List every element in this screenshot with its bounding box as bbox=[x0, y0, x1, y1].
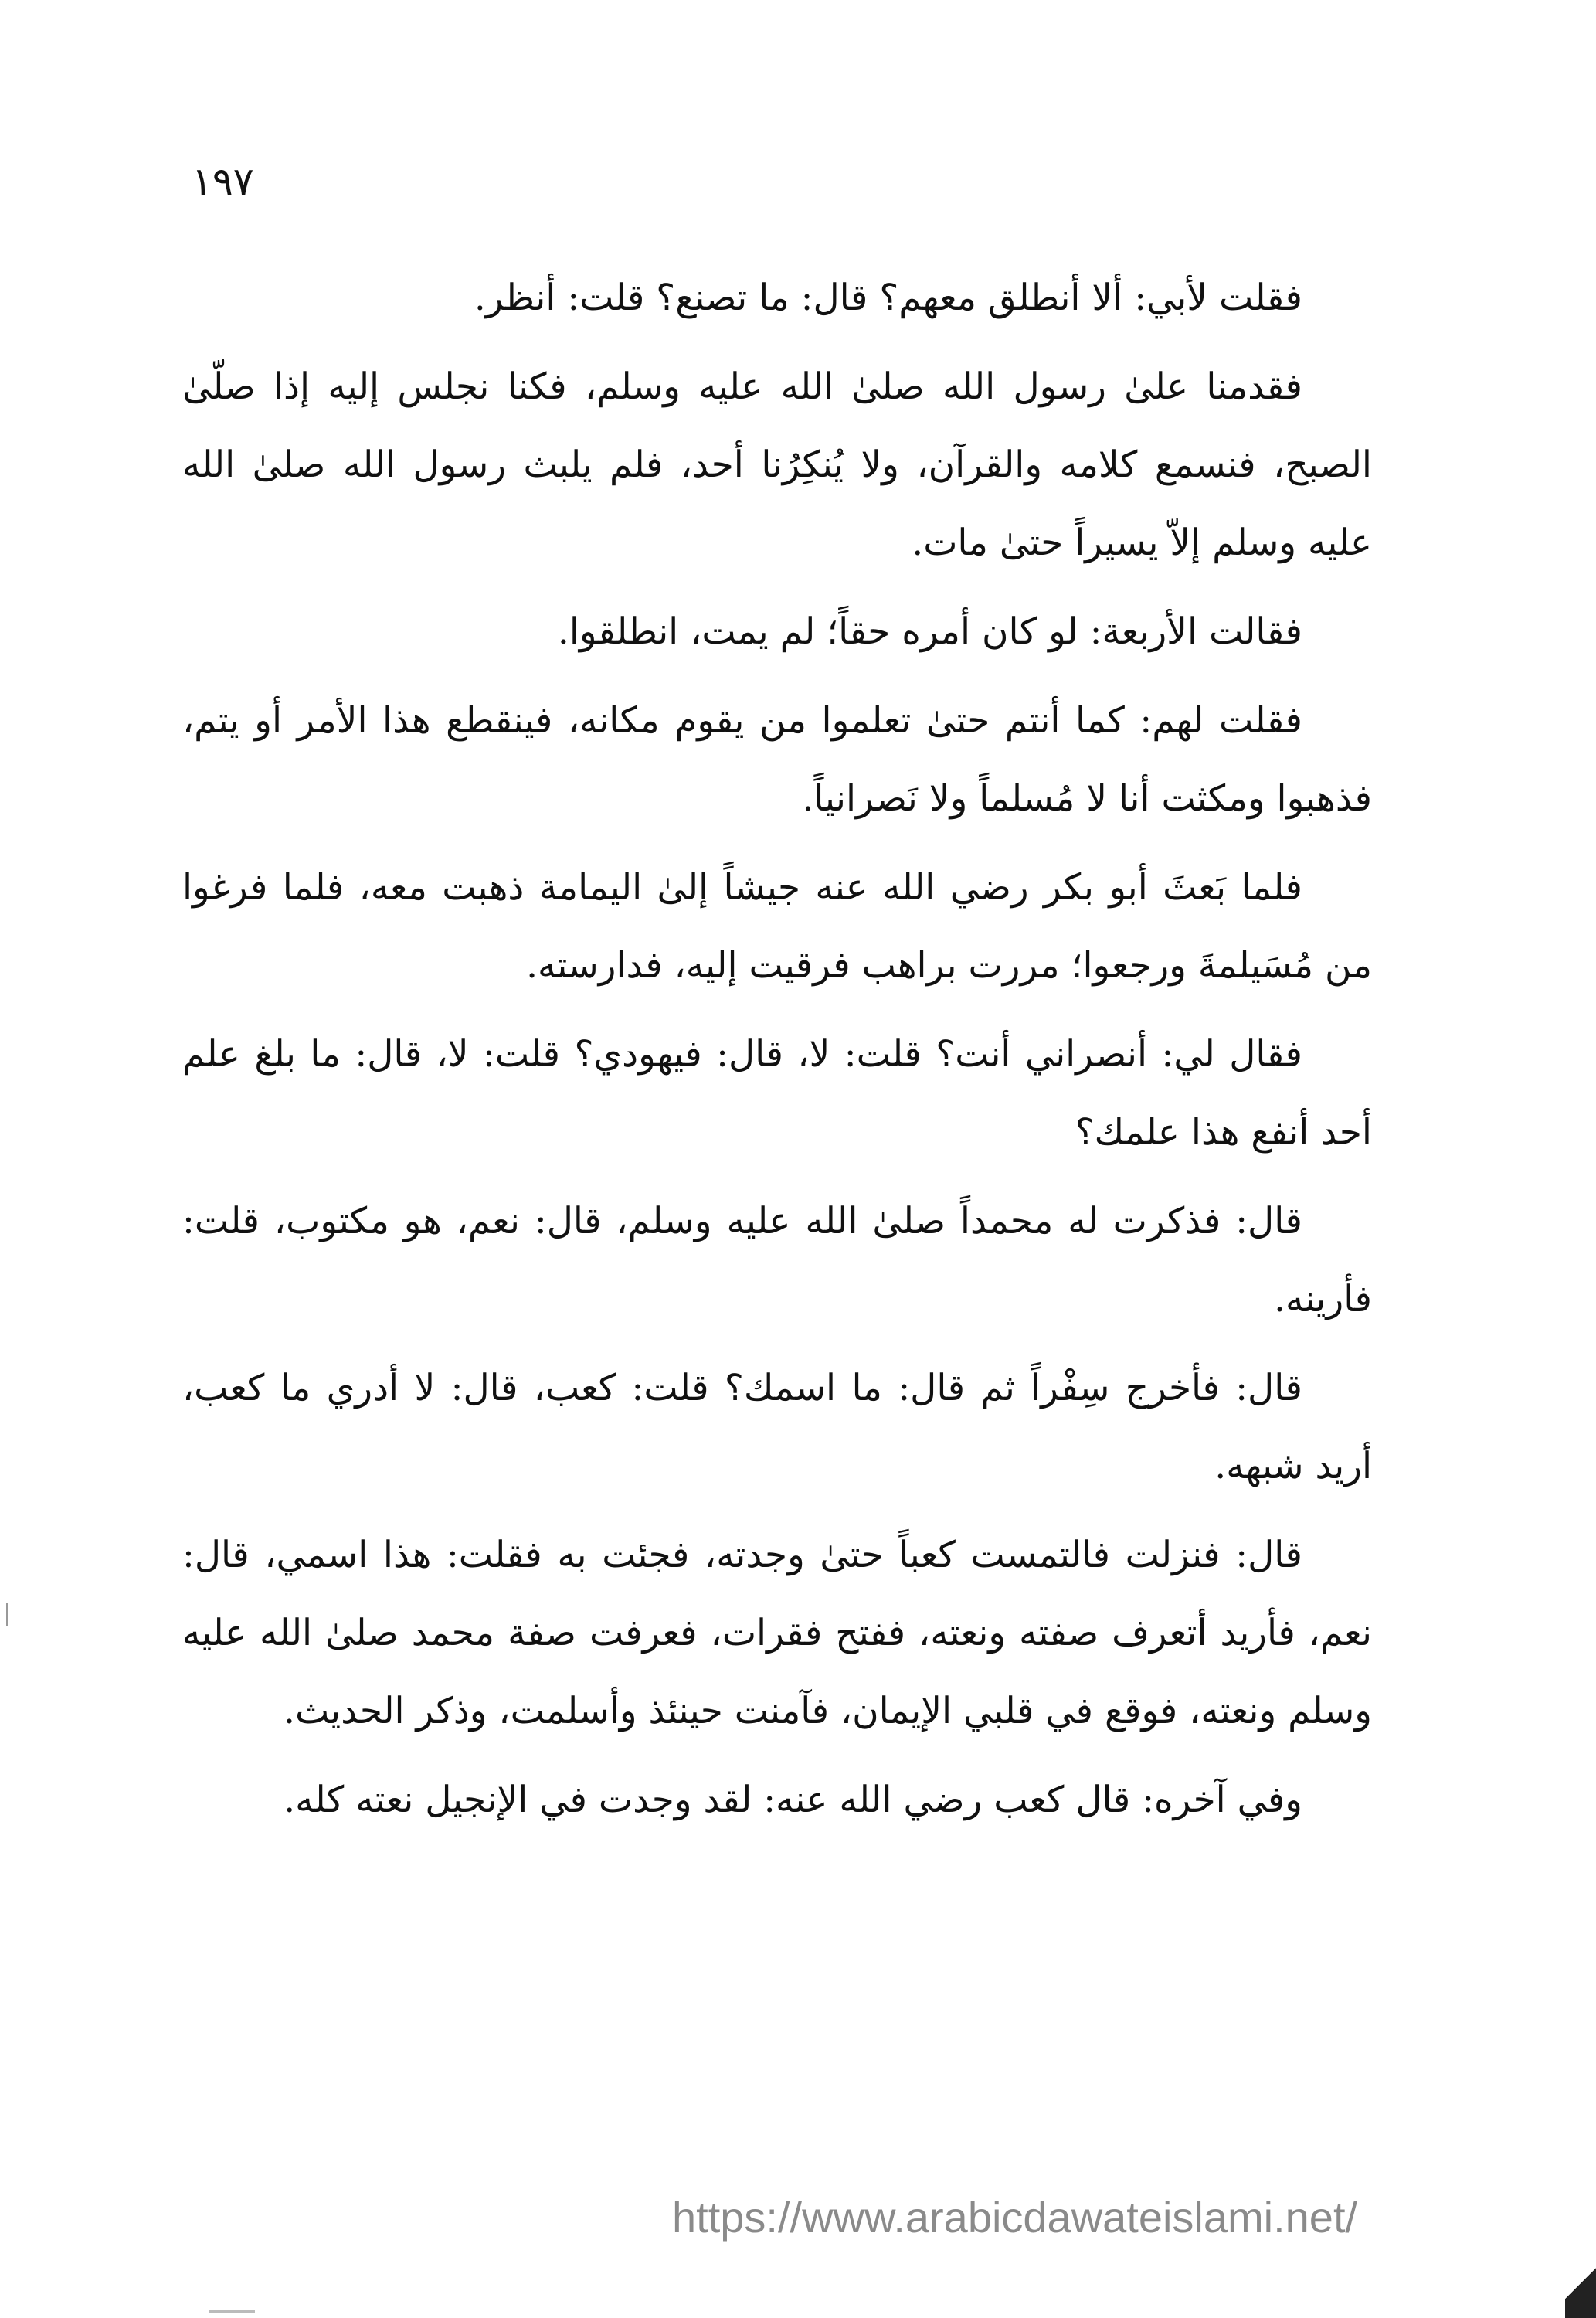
scan-edge-mark bbox=[6, 1603, 8, 1626]
paragraph-6: فقال لي: أنصراني أنت؟ قلت: لا، قال: فيهودي؟ قلت: لا، قال: ما بلغ علم أحد أنفع هذا علمك؟ bbox=[182, 1033, 1372, 1154]
paragraph-2: فقدمنا علىٰ رسول الله صلىٰ الله عليه وسلم، فكنا نجلس إليه إذا صلّىٰ الصبح، فنسمع كلامه والقرآن، ولا يُنكِرُنا أحد، فلم يلبث رسول الله صلىٰ الله عليه وسلم إلاّ يسيراً حتىٰ مات. bbox=[182, 365, 1372, 564]
paragraph-1: فقلت لأبي: ألا أنطلق معهم؟ قال: ما تصنع؟ قلت: أنظر. bbox=[474, 277, 1302, 319]
paragraph-7: قال: فذكرت له محمداً صلىٰ الله عليه وسلم، قال: نعم، هو مكتوب، قلت: فأرينه. bbox=[182, 1200, 1372, 1320]
scan-bottom-mark bbox=[209, 2310, 255, 2313]
paragraph-4: فقلت لهم: كما أنتم حتىٰ تعلموا من يقوم مكانه، فينقطع هذا الأمر أو يتم، فذهبوا ومكثت أنا لا مُسلماً ولا نَصرانياً. bbox=[182, 699, 1372, 820]
source-url[interactable]: https://www.arabicdawateislami.net/ bbox=[672, 2193, 1358, 2242]
paragraph-8: قال: فأخرج سِفْراً ثم قال: ما اسمك؟ قلت: كعب، قال: لا أدري ما كعب، أريد شبهه. bbox=[182, 1367, 1372, 1487]
body-text bbox=[182, 259, 1372, 1850]
paragraph-3: فقالت الأربعة: لو كان أمره حقاً؛ لم يمت، انطلقوا. bbox=[557, 610, 1302, 653]
page-number: ١٩٧ bbox=[192, 159, 254, 204]
page-corner-fold bbox=[1565, 2248, 1596, 2318]
paragraph-5: فلما بَعثَ أبو بكر رضي الله عنه جيشاً إلىٰ اليمامة ذهبت معه، فلما فرغوا من مُسَيلمةَ ورجعوا؛ مررت براهب فرقيت إليه، فدارسته. bbox=[182, 866, 1372, 987]
paragraph-9: قال: فنزلت فالتمست كعباً حتىٰ وجدته، فجئت به فقلت: هذا اسمي، قال: نعم، فأريد أتعرف صفته ونعته، ففتح فقرات، فعرفت صفة محمد صلىٰ الله عليه وسلم ونعته، فوقع في قلبي الإيمان، فآمنت حينئذ وأسلمت، وذكر الحديث. bbox=[182, 1534, 1372, 1732]
paragraph-10: وفي آخره: قال كعب رضي الله عنه: لقد وجدت في الإنجيل نعته كله. bbox=[284, 1779, 1302, 1821]
